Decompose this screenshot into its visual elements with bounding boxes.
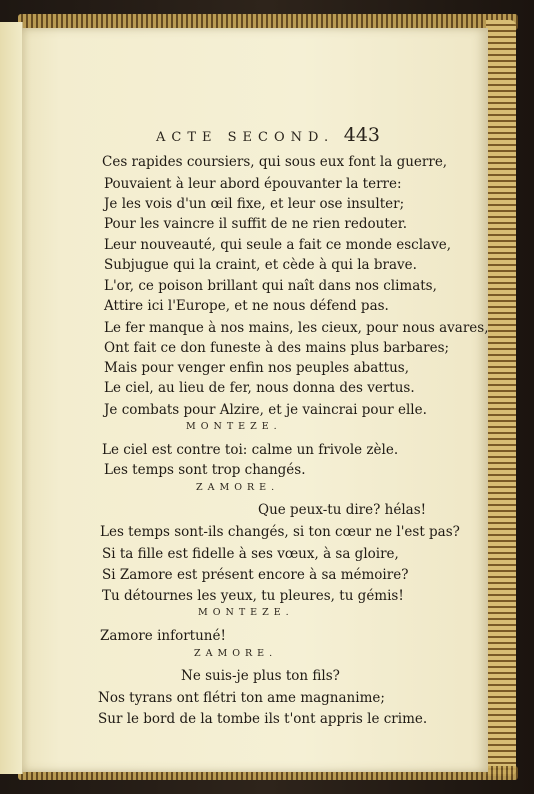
page-number: 443 [343,124,380,146]
verse-line [0,402,466,422]
running-head: ACTE SECOND. [156,130,335,145]
verse-line [0,154,466,174]
speaker-name [0,482,466,498]
verse-line [0,567,466,587]
verse-line [0,668,466,688]
verse-line-text: Nos tyrans ont flétri ton ame magnanime; [98,690,385,706]
verse-line [0,320,489,340]
verse-line [0,546,466,566]
speaker-name [0,648,466,664]
verse-line-text: Sur le bord de la tombe ils t'ont appris le crime. [98,711,428,727]
verse-line-text: Pouvaient à leur abord épouvanter la terre: [104,176,402,192]
verse-line [0,176,466,196]
verse-line-text: Le fer manque à nos mains, les cieux, pour nous avares, [104,320,489,336]
verse-line [0,237,466,257]
verse-line [0,628,466,648]
verse-line [0,442,466,462]
verse-line [0,690,466,710]
speaker-name-text: ZAMORE. [196,482,280,493]
verse-line-text: Je les vois d'un œil fixe, et leur ose insulter; [104,196,405,212]
page-header [130,124,380,148]
speaker-name-text: ZAMORE. [194,648,278,659]
verse-line-text: Pour les vaincre il suffit de ne rien redouter. [104,216,408,232]
verse-line-text: Le ciel est contre toi: calme un frivole zèle. [102,442,399,458]
verse-line [0,340,466,360]
verse-line [0,462,466,482]
verse-line [0,216,466,236]
speaker-name [0,607,466,623]
speaker-name-text: MONTEZE. [186,421,282,432]
verse-line [0,298,466,318]
verse-line-text: Leur nouveauté, qui seule a fait ce monde esclave, [104,237,451,253]
page-edge-right [486,20,516,776]
verse-line-text: Tu détournes les yeux, tu pleures, tu gémis! [102,588,404,604]
verse-line [0,278,466,298]
verse-line-text: Ne suis-je plus ton fils? [181,668,340,684]
verse-line [0,360,466,380]
speaker-name [0,421,466,437]
verse-line-text: Si Zamore est présent encore à sa mémoire? [102,567,409,583]
verse-line-text: Que peux-tu dire? hélas! [258,502,427,518]
verse-line [0,257,466,277]
verse-line [0,502,466,522]
verse-line [0,196,466,216]
verse-line-text: Si ta fille est fidelle à ses vœux, à sa gloire, [102,546,399,562]
speaker-name-text: MONTEZE. [198,607,294,618]
verse-line [0,711,466,731]
verse-line [0,588,466,608]
verse-line-text: Les temps sont-ils changés, si ton cœur ne l'est pas? [100,524,460,540]
verse-line-text: Je combats pour Alzire, et je vaincrai pour elle. [104,402,427,418]
verse-line-text: Le ciel, au lieu de fer, nous donna des vertus. [104,380,415,396]
verse-line-text: Zamore infortuné! [100,628,226,644]
verse-line-text: L'or, ce poison brillant qui naît dans nos climats, [104,278,437,294]
verse-line [0,524,466,544]
verse-line-text: Les temps sont trop changés. [104,462,306,478]
verse-line [0,380,466,400]
verse-line-text: Ces rapides coursiers, qui sous eux font la guerre, [102,154,448,170]
verse-line-text: Subjugue qui la craint, et cède à qui la brave. [104,257,417,273]
verse-line-text: Mais pour venger enfin nos peuples abattus, [104,360,410,376]
verse-line-text: Attire ici l'Europe, et ne nous défend pas. [104,298,389,314]
verse-line-text: Ont fait ce don funeste à des mains plus barbares; [104,340,450,356]
